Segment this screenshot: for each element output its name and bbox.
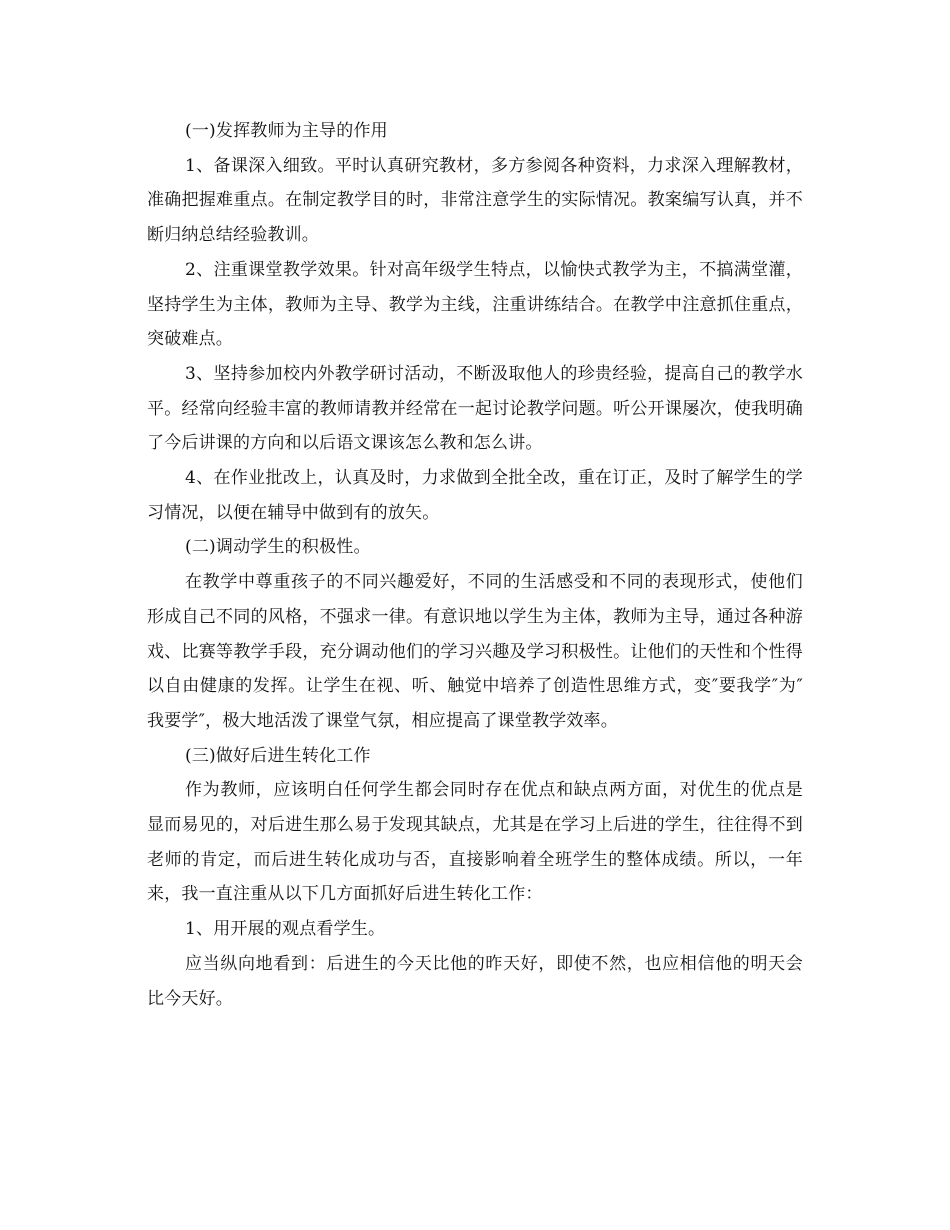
paragraph-longitudinal-view: 应当纵向地看到：后进生的今天比他的昨天好，即使不然，也应相信他的明天会比今天好。 [147, 953, 803, 1009]
paragraph-classroom-effect: 2、注重课堂教学效果。针对高年级学生特点，以愉快式教学为主，不搞满堂灌，坚持学生为主体，教师为主导、教学为主线，注重讲练结合。在教学中注意抓住重点，突破难点。 [147, 259, 803, 350]
document-body [147, 114, 803, 1016]
section-heading-3: (三)做好后进生转化工作 [185, 745, 371, 766]
paragraph-lesson-preparation: 1、备课深入细致。平时认真研究教材，多方参阅各种资料，力求深入理解教材，准确把握难重点。在制定教学目的时，非常注意学生的实际情况。教案编写认真，并不断归纳总结经验教训。 [147, 155, 803, 246]
section-heading-1: (一)发挥教师为主导的作用 [185, 121, 388, 141]
paragraph-underachiever-work: 作为教师，应该明白任何学生都会同时存在优点和缺点两方面，对优生的优点是显而易见的，对后进生那么易于发现其缺点，尤其是在学习上后进的学生，往往得不到老师的肯定，而后进生转化成功与否，直接影响着全班学生的整体成绩。所以，一年来，我一直注重从以下几方面抓好后进生转化工作： [147, 780, 803, 905]
section-heading-2: (二)调动学生的积极性。 [185, 537, 371, 558]
paragraph-homework-correction: 4、在作业批改上，认真及时，力求做到全批全改，重在订正，及时了解学生的学习情况，以便在辅导中做到有的放矢。 [147, 468, 803, 523]
paragraph-student-motivation: 在教学中尊重孩子的不同兴趣爱好，不同的生活感受和不同的表现形式，使他们形成自己不同的风格，不强求一律。有意识地以学生为主体，教师为主导，通过各种游戏、比赛等教学手段，充分调动他们的学习兴趣及学习积极性。让他们的天性和个性得以自由健康的发挥。让学生在视、听、触觉中培养了创造性思维方式，变″要我学″为″我要学″，极大地活泼了课堂气氛，相应提高了课堂教学效率。 [147, 572, 803, 731]
subheading-development-view: 1、用开展的观点看学生。 [185, 919, 386, 940]
paragraph-teaching-research: 3、坚持参加校内外教学研讨活动，不断汲取他人的珍贵经验，提高自己的教学水平。经常向经验丰富的教师请教并经常在一起讨论教学问题。听公开课屡次，使我明确了今后讲课的方向和以后语文课该怎么教和怎么讲。 [147, 363, 803, 454]
